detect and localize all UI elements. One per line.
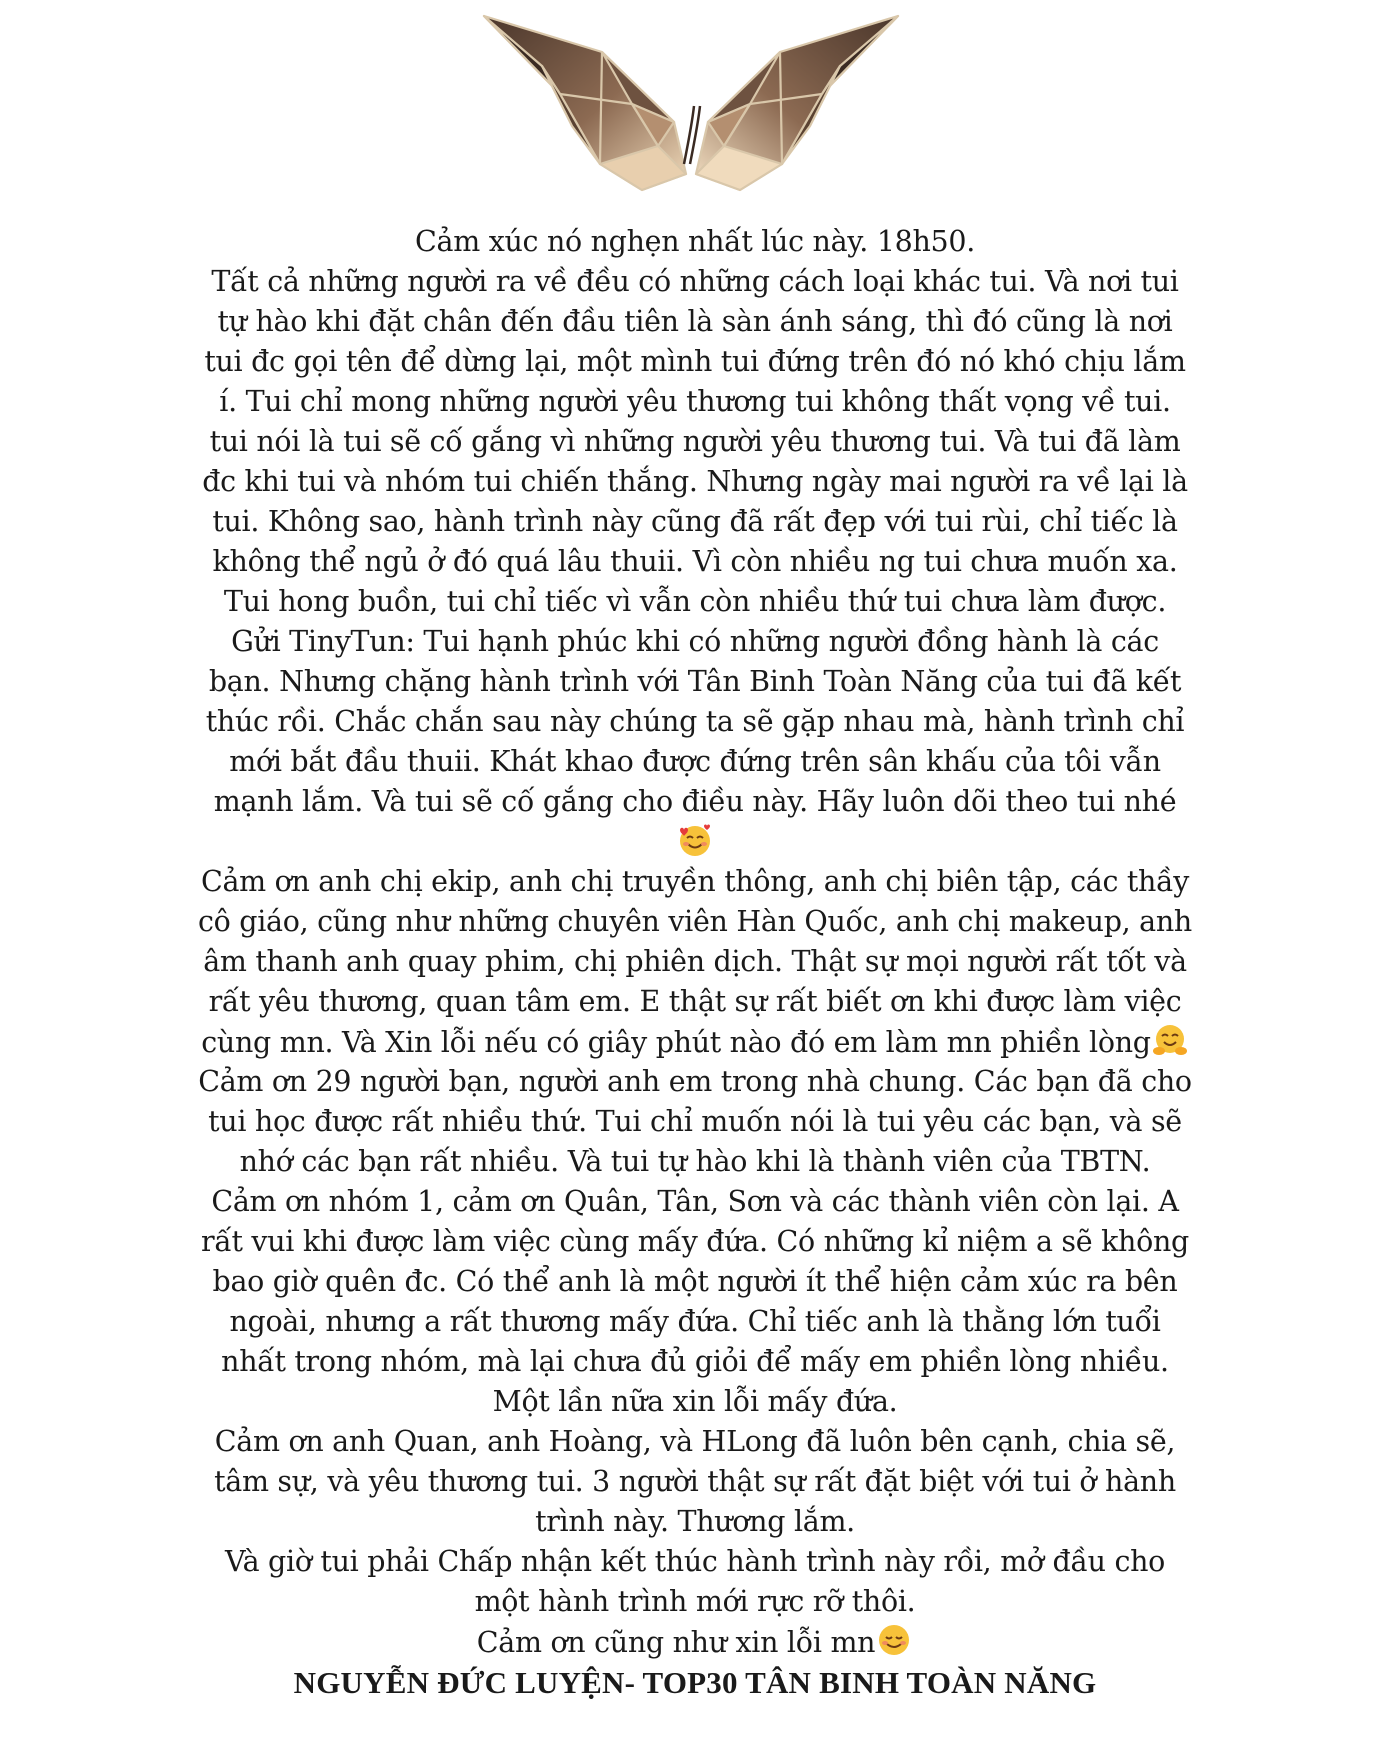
- letter-line: Một lần nữa xin lỗi mấy đứa.: [492, 1385, 898, 1418]
- letter-line: bạn. Nhưng chặng hành trình với Tân Binh Toàn Năng của tui đã kết: [208, 665, 1182, 698]
- winged-logo-icon: [482, 14, 900, 210]
- letter-line: í. Tui chỉ mong những người yêu thương tui không thất vọng về tui.: [219, 385, 1171, 418]
- letter-line: rất yêu thương, quan tâm em. E thật sự rất biết ơn khi được làm việc: [208, 985, 1182, 1018]
- letter-line: [182, 1622, 1208, 1662]
- letter-line: tự hào khi đặt chân đến đầu tiên là sàn ánh sáng, thì đó cũng là nơi: [217, 305, 1173, 338]
- letter-line-text: cùng mn. Và Xin lỗi nếu có giây phút nào đó em làm mn phiền lòng: [201, 1026, 1151, 1059]
- letter-line: rất vui khi được làm việc cùng mấy đứa. Có những kỉ niệm a sẽ không: [201, 1225, 1189, 1258]
- letter-line: cô giáo, cũng như những chuyên viên Hàn Quốc, anh chị makeup, anh: [197, 905, 1192, 938]
- letter-line: Tất cả những người ra về đều có những cách loại khác tui. Và nơi tui: [211, 265, 1179, 298]
- letter-line: thúc rồi. Chắc chắn sau này chúng ta sẽ gặp nhau mà, hành trình chỉ: [205, 705, 1185, 738]
- signature: NGUYỄN ĐỨC LUYỆN- TOP30 TÂN BINH TOÀN NĂNG: [293, 1665, 1097, 1700]
- letter-line: một hành trình mới rực rỡ thôi.: [474, 1585, 916, 1618]
- smiling-face-icon: [875, 1622, 913, 1658]
- letter-line: tui nói là tui sẽ cố gắng vì những người yêu thương tui. Và tui đã làm: [209, 425, 1181, 458]
- letter-line: Cảm ơn anh Quan, anh Hoàng, và HLong đã luôn bên cạnh, chia sẽ,: [214, 1425, 1176, 1458]
- letter-line: Cảm ơn nhóm 1, cảm ơn Quân, Tân, Sơn và các thành viên còn lại. A: [211, 1185, 1179, 1218]
- letter-line: nhớ các bạn rất nhiều. Và tui tự hào khi là thành viên của TBTN.: [239, 1145, 1151, 1178]
- letter-line: tâm sự, và yêu thương tui. 3 người thật sự rất đặt biệt với tui ở hành: [214, 1465, 1176, 1498]
- letter-line: ngoài, nhưng a rất thương mấy đứa. Chỉ tiếc anh là thằng lớn tuổi: [229, 1305, 1161, 1338]
- letter-line: đc khi tui và nhóm tui chiến thắng. Nhưng ngày mai người ra về lại là: [202, 465, 1188, 498]
- letter-line: tui đc gọi tên để dừng lại, một mình tui đứng trên đó nó khó chịu lắm: [204, 345, 1186, 378]
- letter-line: Và giờ tui phải Chấp nhận kết thúc hành trình này rồi, mở đầu cho: [224, 1545, 1166, 1578]
- letter-line: nhất trong nhóm, mà lại chưa đủ giỏi để mấy em phiền lòng nhiều.: [221, 1345, 1169, 1378]
- letter-line: [182, 1022, 1208, 1062]
- letter-line: Tui hong buồn, tui chỉ tiếc vì vẫn còn nhiều thứ tui chưa làm được.: [223, 585, 1167, 618]
- letter-line: âm thanh anh quay phim, chị phiên dịch. Thật sự mọi người rất tốt và: [203, 945, 1187, 978]
- letter-line: Cảm xúc nó nghẹn nhất lúc này. 18h50.: [415, 225, 975, 258]
- letter-line: Cảm ơn anh chị ekip, anh chị truyền thông, anh chị biên tập, các thầy: [200, 865, 1190, 898]
- smiling-face-with-hearts-icon: [676, 822, 714, 858]
- letter-line: Gửi TinyTun: Tui hạnh phúc khi có những người đồng hành là các: [231, 625, 1159, 658]
- letter-line-text: Cảm ơn cũng như xin lỗi mn: [476, 1626, 876, 1659]
- letter-line: mạnh lắm. Và tui sẽ cố gắng cho điều này. Hãy luôn dõi theo tui nhé: [213, 785, 1177, 818]
- letter-line: trình này. Thương lắm.: [535, 1505, 855, 1538]
- letter-body: [182, 222, 1208, 1662]
- letter-line: tui. Không sao, hành trình này cũng đã rất đẹp với tui rùi, chỉ tiếc là: [212, 505, 1178, 538]
- letter-line: Cảm ơn 29 người bạn, người anh em trong nhà chung. Các bạn đã cho: [198, 1065, 1192, 1098]
- hugging-face-icon: [1151, 1022, 1189, 1058]
- letter-line: không thể ngủ ở đó quá lâu thuii. Vì còn nhiều ng tui chưa muốn xa.: [212, 545, 1178, 578]
- letter-line: tui học được rất nhiều thứ. Tui chỉ muốn nói là tui yêu các bạn, và sẽ: [208, 1105, 1182, 1138]
- emoji-row: [182, 822, 1208, 862]
- letter-line: mới bắt đầu thuii. Khát khao được đứng trên sân khấu của tôi vẫn: [229, 745, 1161, 778]
- letter-line: bao giờ quên đc. Có thể anh là một người ít thể hiện cảm xúc ra bên: [212, 1265, 1178, 1298]
